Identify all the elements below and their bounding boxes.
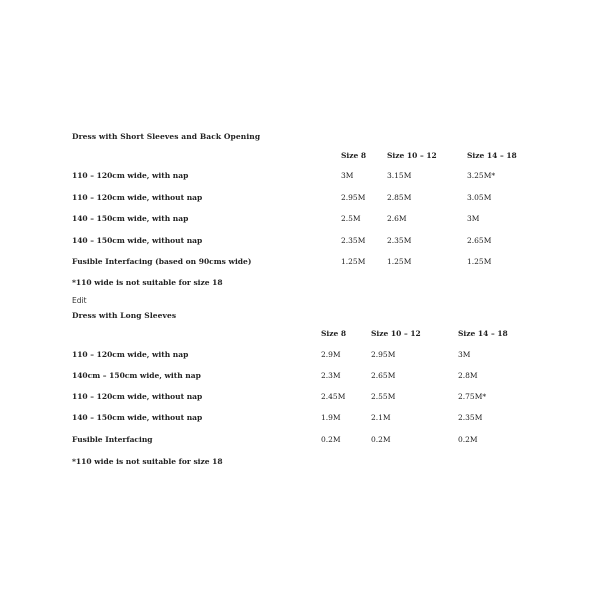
table1-header-size-14-18: Size 14 – 18 — [467, 151, 517, 160]
table1-cell: 2.35M — [341, 236, 366, 245]
table1-cell: 3.15M — [387, 171, 412, 180]
table2-header-size-10-12: Size 10 – 12 — [371, 329, 421, 338]
table2-header-size-8: Size 8 — [321, 329, 347, 338]
table1-title: Dress with Short Sleeves and Back Opening — [72, 132, 261, 141]
table2-title: Dress with Long Sleeves — [72, 311, 177, 320]
table1-cell: 2.85M — [387, 193, 412, 202]
table1-row-label: 110 – 120cm wide, without nap — [72, 193, 203, 202]
table2-cell: 3M — [458, 350, 471, 359]
table2-cell: 2.9M — [321, 350, 341, 359]
table2-row-label: 140 – 150cm wide, without nap — [72, 413, 203, 422]
table1-cell: 2.35M — [387, 236, 412, 245]
table1-cell: 2.5M — [341, 214, 361, 223]
table1-cell: 3.25M* — [467, 171, 496, 180]
table2-cell: 1.9M — [321, 413, 341, 422]
table2-cell: 2.1M — [371, 413, 391, 422]
table1-cell: 1.25M — [387, 257, 412, 266]
table2-cell: 2.75M* — [458, 392, 487, 401]
table2-cell: 2.35M — [458, 413, 483, 422]
table2-row-label: 140cm – 150cm wide, with nap — [72, 371, 201, 380]
table2-header-size-14-18: Size 14 – 18 — [458, 329, 508, 338]
table1-row-label: 140 – 150cm wide, with nap — [72, 214, 189, 223]
table2-row-label: Fusible Interfacing — [72, 435, 153, 444]
table1-cell: 2.65M — [467, 236, 492, 245]
edit-link[interactable]: Edit — [72, 296, 87, 305]
table1-header-size-10-12: Size 10 – 12 — [387, 151, 437, 160]
table1-footnote: *110 wide is not suitable for size 18 — [72, 278, 223, 287]
table1-row-label: 140 – 150cm wide, without nap — [72, 236, 203, 245]
table1-header-size-8: Size 8 — [341, 151, 367, 160]
table2-cell: 2.55M — [371, 392, 396, 401]
table1-cell: 3M — [341, 171, 354, 180]
table2-cell: 2.65M — [371, 371, 396, 380]
table2-row-label: 110 – 120cm wide, without nap — [72, 392, 203, 401]
table2-cell: 2.3M — [321, 371, 341, 380]
table2-cell: 2.45M — [321, 392, 346, 401]
table1-cell: 1.25M — [467, 257, 492, 266]
table2-cell: 0.2M — [458, 435, 478, 444]
table1-cell: 3.05M — [467, 193, 492, 202]
table1-cell: 2.95M — [341, 193, 366, 202]
table2-cell: 2.8M — [458, 371, 478, 380]
table2-row-label: 110 – 120cm wide, with nap — [72, 350, 189, 359]
table1-cell: 3M — [467, 214, 480, 223]
table2-cell: 0.2M — [371, 435, 391, 444]
table1-row-label: 110 – 120cm wide, with nap — [72, 171, 189, 180]
table1-cell: 2.6M — [387, 214, 407, 223]
table2-cell: 2.95M — [371, 350, 396, 359]
table2-cell: 0.2M — [321, 435, 341, 444]
table1-row-label: Fusible Interfacing (based on 90cms wide) — [72, 257, 252, 266]
table1-cell: 1.25M — [341, 257, 366, 266]
table2-footnote: *110 wide is not suitable for size 18 — [72, 457, 223, 466]
